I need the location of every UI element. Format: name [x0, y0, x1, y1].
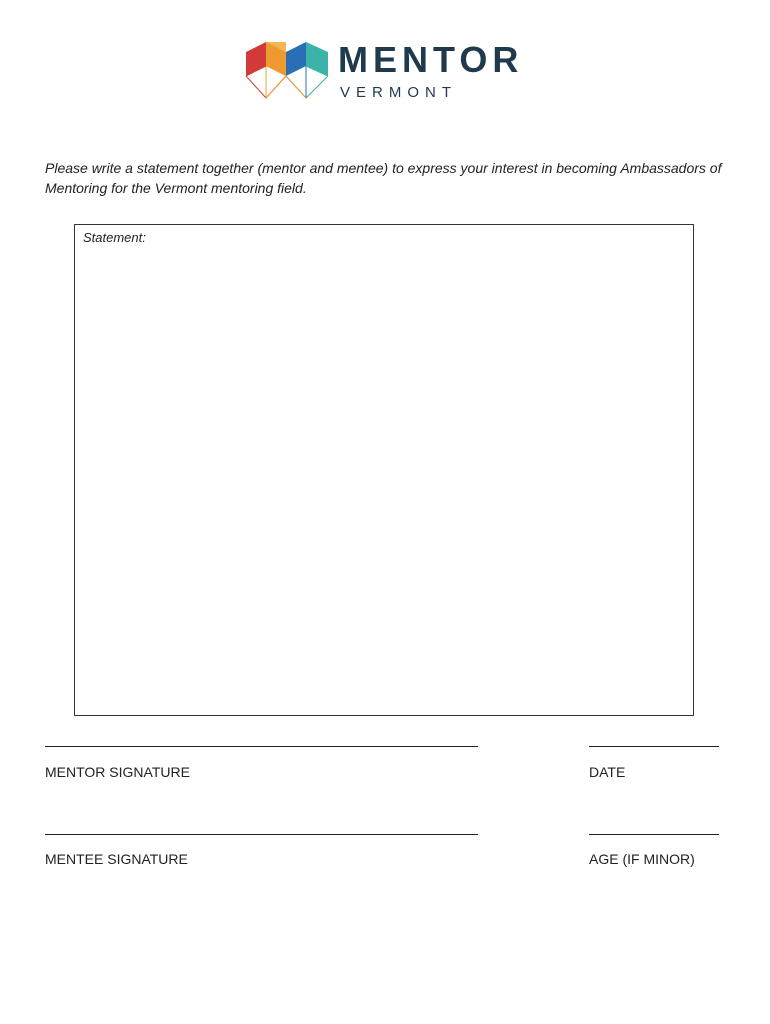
hexagon-logo-icon	[244, 38, 332, 102]
mentor-signature-line[interactable]	[45, 746, 478, 747]
statement-textarea[interactable]	[74, 224, 694, 716]
date-line[interactable]	[589, 746, 719, 747]
logo-wordmark: MENTOR	[338, 39, 524, 80]
date-label: DATE	[589, 764, 626, 780]
mentor-vermont-logo	[244, 38, 534, 104]
mentee-signature-line[interactable]	[45, 834, 478, 835]
age-line[interactable]	[589, 834, 719, 835]
mentor-signature-label: MENTOR SIGNATURE	[45, 764, 190, 780]
statement-label: Statement:	[83, 230, 146, 245]
instruction-text: Please write a statement together (mentor and mentee) to express your interest in becoming Ambassadors of Mentoring for the Vermont mentoring field.	[45, 160, 722, 196]
mentee-signature-label: MENTEE SIGNATURE	[45, 851, 188, 867]
logo-subtitle: VERMONT	[340, 84, 457, 101]
age-label: AGE (IF MINOR)	[589, 851, 695, 867]
